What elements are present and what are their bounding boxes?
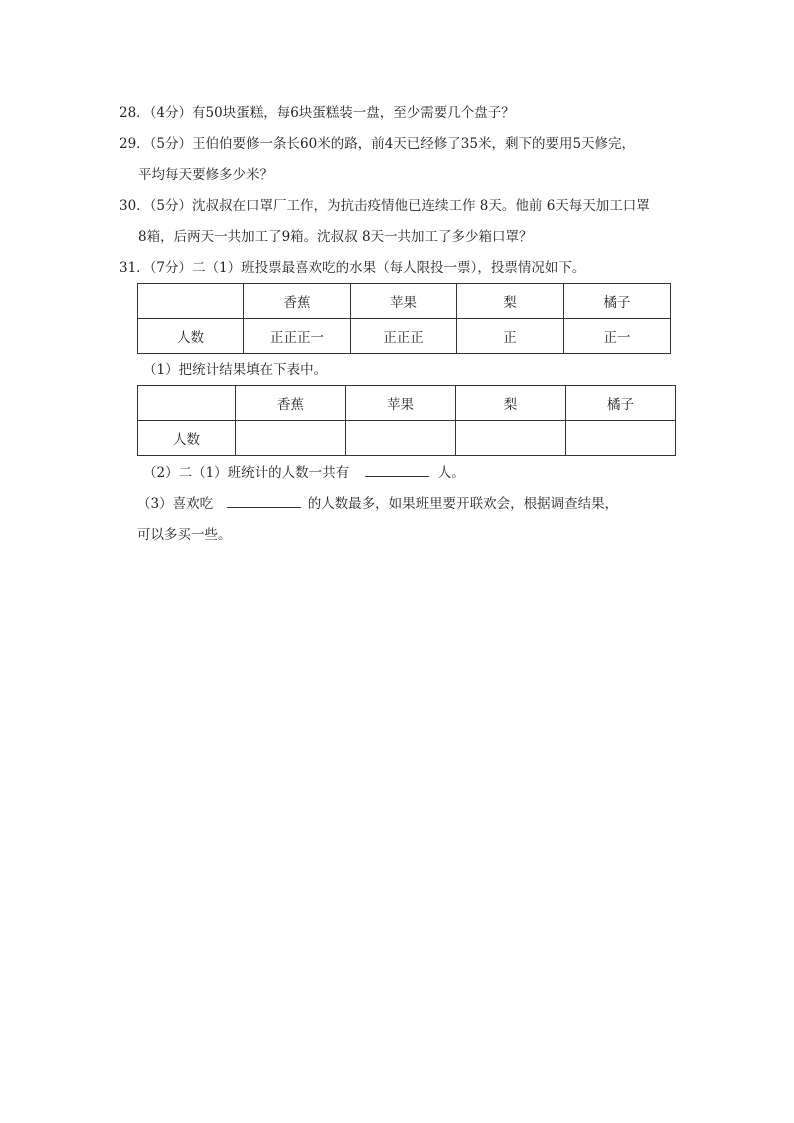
answer-cell-orange[interactable] [566,421,676,456]
answer-cell-pear[interactable] [456,421,566,456]
question-31-part3-line1 [137,495,618,513]
answer-cell-banana[interactable] [236,421,346,456]
result-table-count-row [138,421,676,456]
tally-orange: 正一 [564,319,671,354]
vote-tally-table [137,283,671,354]
question-28: 28．（4分）有50块蛋糕，每6块蛋糕装一盘，至少需要几个盘子？ [119,105,515,121]
vote-table-header-pear: 梨 [457,284,564,319]
part2-text-after: 人。 [437,465,465,481]
part3-text-after: 的人数最多，如果班里要开联欢会，根据调查结果， [307,496,619,512]
result-table [137,385,676,456]
part3-text-before: （3）喜欢吃 [137,496,214,512]
question-31-part1: （1）把统计结果填在下表中。 [143,362,328,378]
question-29-line1: 29．（5分）王伯伯要修一条长60米的路，前4天已经修了35米，剩下的要用5天修完， [119,136,636,152]
question-29-line2: 平均每天要修多少米？ [138,167,273,183]
question-31-intro: 31．（7分）二（1）班投票最喜欢吃的水果（每人限投一票），投票情况如下。 [119,260,586,276]
result-table-header-pear: 梨 [456,386,566,421]
vote-table-corner-cell [138,284,244,319]
part2-text-before: （2）二（1）班统计的人数一共有 [143,465,350,481]
vote-table-count-row [138,319,671,354]
vote-table-row-label: 人数 [138,319,244,354]
result-table-header-row [138,386,676,421]
result-table-header-banana: 香蕉 [236,386,346,421]
answer-cell-apple[interactable] [346,421,456,456]
vote-table-header-apple: 苹果 [351,284,457,319]
result-table-corner-cell [138,386,236,421]
result-table-header-apple: 苹果 [346,386,456,421]
question-31-part3-line2: 可以多买一些。 [137,527,232,543]
question-31-part2 [143,464,465,482]
tally-pear: 正 [457,319,564,354]
tally-banana: 正正正一 [244,319,351,354]
favorite-fruit-blank[interactable] [227,495,301,508]
vote-table-header-row [138,284,671,319]
vote-table-header-orange: 橘子 [564,284,671,319]
result-table-row-label: 人数 [138,421,236,456]
tally-apple: 正正正 [351,319,457,354]
total-count-blank[interactable] [365,464,429,477]
result-table-header-orange: 橘子 [566,386,676,421]
question-30-line1: 30．（5分）沈叔叔在口罩厂工作，为抗击疫情他已连续工作 8天。他前 6天每天加工口罩 [119,198,650,214]
question-30-line2: 8箱，后两天一共加工了9箱。沈叔叔 8天一共加工了多少箱口罩？ [138,229,533,245]
vote-table-header-banana: 香蕉 [244,284,351,319]
